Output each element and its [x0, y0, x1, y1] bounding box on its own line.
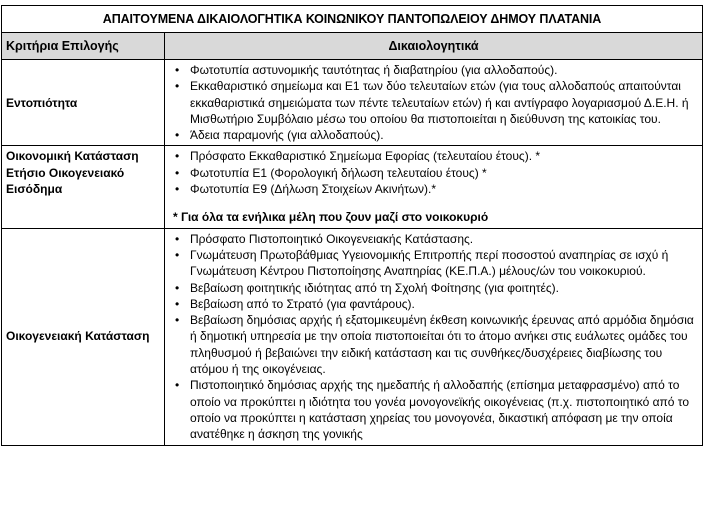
documents-list-cell: [165, 146, 703, 228]
list-item: • Βεβαίωση δημόσιας αρχής ή εξατομικευμένη έκθεση κοινωνικής έρευνας από αρμόδια δημόσια ή δημοτική υπηρεσία με την οποία πιστοποιείται ότι το άτομο ανήκει στις ευάλωτες ομάδες του πληθυσμού ή βεβαιώνει την ειδική κατάσταση και τις συνθήκες/δυσχέρειες διαβίωσης του ατόμου ή της οικογένειας.: [190, 312, 698, 377]
table-row: [2, 60, 703, 146]
criterion-locality: Εντοπιότητα: [2, 60, 165, 146]
list-item: • Πιστοποιητικό δημόσιας αρχής της ημεδαπής ή αλλοδαπής (επίσημα μεταφρασμένο) από το οποίο να προκύπτει η ιδιότητα του γονέα μονογονεϊκής οικογένειας (π.χ. πιστοποιητικό από το οποίο να προκύπτει η κατάσταση χηρείας του μονογονέα, δικαστική απόφαση με την οποία ανατέθηκε η άσκηση της γονικής: [190, 377, 698, 442]
criteria-column-header: Κριτήρια Επιλογής: [2, 33, 165, 60]
criterion-economic-status: Οικονομική Κατάσταση Ετήσιο Οικογενειακό Εισόδημα: [2, 146, 165, 228]
documents-column-header: Δικαιολογητικά: [165, 33, 703, 60]
documents-list: [169, 231, 698, 443]
list-item: • Φωτοτυπία αστυνομικής ταυτότητας ή διαβατηρίου (για αλλοδαπούς).: [190, 62, 698, 78]
documents-list: [169, 148, 698, 197]
criterion-family-status: Οικογενειακή Κατάσταση: [2, 228, 165, 445]
table-title: ΑΠΑΙΤΟΥΜΕΝΑ ΔΙΚΑΙΟΛΟΓΗΤΙΚΑ ΚΟΙΝΩΝΙΚΟΥ ΠΑΝΤΟΠΩΛΕΙΟΥ ΔΗΜΟΥ ΠΛΑΤΑΝΙΑ: [2, 6, 703, 33]
list-item: • Εκκαθαριστικό σημείωμα και Ε1 των δύο τελευταίων ετών (για τους αλλοδαπούς απαιτούνται εκκαθαριστικά σημειώματα των πέντε τελευταίων ετών) ή και αντίγραφο λογαριασμού Δ.Ε.Η. ή Μισθωτήριο Συμβόλαιο μέσω του οποίου θα πιστοποιείται η διεύθυνση της κατοικίας του.: [190, 78, 698, 127]
list-item: • Γνωμάτευση Πρωτοβάθμιας Υγειονομικής Επιτροπής περί ποσοστού αναπηρίας σε ισχύ ή Γνωμάτευση Κέντρου Πιστοποίησης Αναπηρίας (ΚΕ.Π.Α.) μέλους/ών του νοικοκυριού.: [190, 247, 698, 280]
list-item: • Άδεια παραμονής (για αλλοδαπούς).: [190, 127, 698, 143]
table-row: [2, 228, 703, 445]
list-item: • Πρόσφατο Πιστοποιητικό Οικογενειακής Κατάστασης.: [190, 231, 698, 247]
list-item: • Φωτοτυπία Ε1 (Φορολογική δήλωση τελευταίου έτους) *: [190, 165, 698, 181]
list-item: • Βεβαίωση φοιτητικής ιδιότητας από τη Σχολή Φοίτησης (για φοιτητές).: [190, 280, 698, 296]
list-item: • Πρόσφατο Εκκαθαριστικό Σημείωμα Εφορίας (τελευταίου έτους). *: [190, 148, 698, 164]
documents-list-cell: [165, 60, 703, 146]
requirements-table: [1, 5, 703, 446]
documents-list: [169, 62, 698, 143]
adult-members-note: * Για όλα τα ενήλικα μέλη που ζουν μαζί στο νοικοκυριό: [173, 210, 489, 225]
list-item: • Φωτοτυπία Ε9 (Δήλωση Στοιχείων Ακινήτων).*: [190, 181, 698, 197]
documents-list-cell: [165, 228, 703, 445]
list-item: • Βεβαίωση από το Στρατό (για φαντάρους).: [190, 296, 698, 312]
table-row: [2, 146, 703, 228]
